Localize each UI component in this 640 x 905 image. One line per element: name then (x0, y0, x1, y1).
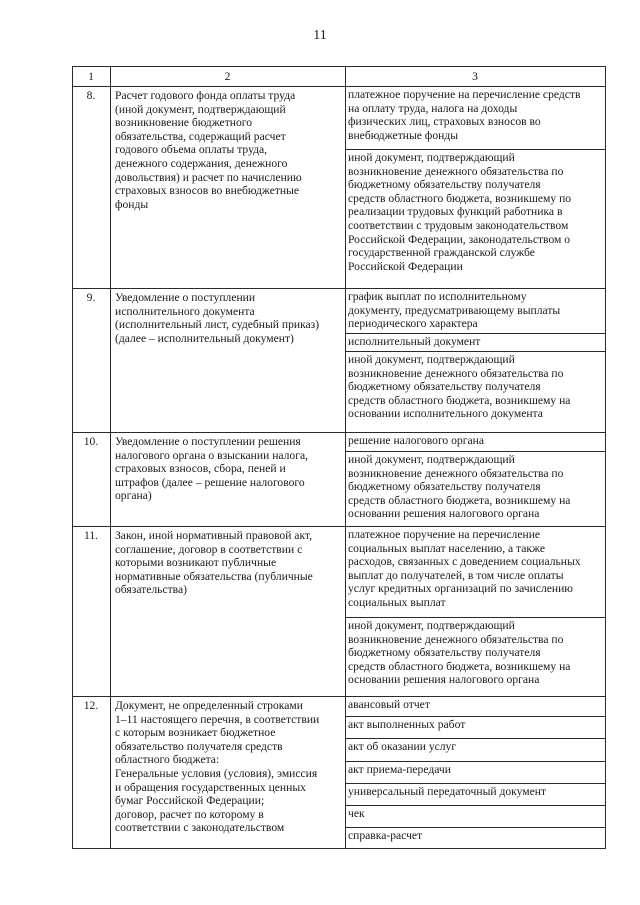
table-right-border (605, 66, 606, 849)
row-number: 12. (83, 699, 99, 712)
table-bottom-border (72, 848, 605, 849)
document-text-line: бюджетному обязательству получателя (348, 480, 541, 494)
document-text-line: физических лиц, страховых взносов во (348, 115, 541, 129)
document-text-line: бюджетному обязательству получателя (348, 178, 541, 192)
row-description-line: (далее – исполнительный документ) (115, 331, 294, 345)
document-text-line: исполнительный документ (348, 335, 481, 348)
document-text-line: бюджетному обязательству получателя (348, 646, 541, 660)
document-text-line: возникновение денежного обязательства по (348, 164, 564, 178)
row-divider (72, 526, 605, 527)
document-text-line: платежное поручение на перечисление средств (348, 88, 581, 101)
document-text-line: основании исполнительного документа (348, 407, 543, 421)
page-number: 11 (313, 28, 327, 43)
document-text-line: государственной гражданской службе (348, 246, 535, 260)
row-description-line: налогового органа о взыскании налога, (115, 448, 309, 462)
column-divider-1 (110, 66, 111, 849)
row-description-line: которыми возникают публичные (115, 556, 277, 570)
row-description-line: и обращения государственных ценных (115, 780, 306, 794)
document-cell-divider (345, 761, 605, 762)
document-cell-divider (345, 827, 605, 828)
document-text-line: на оплату труда, налога на доходы (348, 101, 518, 115)
document-cell-divider (345, 351, 605, 352)
document-text-line: услуг кредитных организаций по зачислению (348, 582, 573, 596)
document-text-line: основании решения налогового органа (348, 507, 540, 521)
row-description-line: (исполнительный лист, судебный приказ) (115, 318, 320, 332)
document-text-line: акт выполненных работ (348, 718, 466, 731)
row-description-line: областного бюджета: (115, 753, 220, 767)
row-description-line: с которым возникает бюджетное (115, 726, 276, 740)
document-text-line: иной документ, подтверждающий (348, 619, 515, 632)
row-description-line: страховых взносов, сбора, пеней и (115, 462, 286, 476)
row-divider (72, 288, 605, 289)
document-text-line: основании решения налогового органа (348, 673, 540, 687)
row-description-line: соответствии с законодательством (115, 821, 285, 835)
row-description-line: возникновение бюджетного (115, 116, 253, 130)
document-text-line: иной документ, подтверждающий (348, 453, 515, 466)
document-text-line: Российской Федерации, законодательством о (348, 232, 571, 246)
row-description-line: Документ, не определенный строками (115, 699, 303, 712)
row-description-line: Закон, иной нормативный правовой акт, (115, 529, 313, 542)
document-cell-divider (345, 451, 605, 452)
document-cell-divider (345, 783, 605, 784)
document-text-line: график выплат по исполнительному (348, 290, 527, 303)
document-text-line: возникновение денежного обязательства по (348, 366, 564, 380)
row-description-line: обязательства) (115, 583, 187, 597)
row-divider (72, 86, 605, 87)
table-top-border (72, 66, 605, 67)
document-text-line: возникновение денежного обязательства по (348, 466, 564, 480)
document-cell-divider (345, 716, 605, 717)
document-text-line: иной документ, подтверждающий (348, 353, 515, 366)
document-text-line: реализации трудовых функций работника в (348, 205, 563, 219)
document-text-line: решение налогового органа (348, 434, 484, 447)
row-description-line: (иной документ, подтверждающий (115, 102, 286, 116)
row-number: 9. (86, 291, 96, 304)
document-text-line: внебюджетные фонды (348, 128, 459, 142)
row-description-line: Генеральные условия (условия), эмиссия (115, 767, 318, 780)
document-text-line: средств областного бюджета, возникшему на (348, 493, 571, 507)
document-text-line: соответствии с трудовым законодательством (348, 219, 569, 232)
document-text-line: платежное поручение на перечисление (348, 528, 541, 541)
table-left-border (72, 66, 73, 849)
document-text-line: чек (348, 807, 365, 820)
document-text-line: расходов, связанных с доведением социальных (348, 555, 581, 569)
row-description-line: обязательство получателя средств (115, 739, 283, 753)
document-cell-divider (345, 617, 605, 618)
document-text-line: средств областного бюджета, возникшему по (348, 191, 572, 205)
row-description-line: денежного содержания, денежного (115, 157, 288, 170)
row-description-line: договор, расчет по которому в (115, 807, 264, 821)
document-cell-divider (345, 333, 605, 334)
document-cell-divider (345, 738, 605, 739)
document-text-line: иной документ, подтверждающий (348, 151, 515, 164)
column-header-3: 3 (472, 70, 478, 83)
document-text-line: выплат до получателей, в том числе оплаты (348, 568, 564, 582)
document-text-line: периодического характера (348, 317, 478, 331)
row-description-line: обязательства, содержащий расчет (115, 129, 286, 143)
column-header-1: 1 (88, 70, 94, 83)
document-text-line: акт приема-передачи (348, 763, 451, 776)
document-cell-divider (345, 149, 605, 150)
row-description-line: органа) (115, 489, 152, 503)
document-text-line: справка-расчет (348, 829, 423, 842)
document-text-line: социальных выплат населению, а также (348, 541, 546, 555)
document-text-line: Российской Федерации (348, 259, 463, 273)
row-number: 8. (86, 89, 96, 102)
document-text-line: возникновение денежного обязательства по (348, 632, 564, 646)
row-description-line: страховых взносов во внебюджетные (115, 184, 300, 198)
row-description-line: фонды (115, 197, 149, 211)
document-text-line: универсальный передаточный документ (348, 785, 547, 798)
document-text-line: акт об оказании услуг (348, 740, 457, 753)
document-text-line: документу, предусматривающему выплаты (348, 303, 561, 317)
row-number: 11. (83, 529, 99, 542)
document-text-line: средств областного бюджета, возникшему на (348, 659, 571, 673)
row-description-line: Расчет годового фонда оплаты труда (115, 89, 296, 102)
row-number: 10. (83, 435, 99, 448)
document-text-line: бюджетному обязательству получателя (348, 380, 541, 394)
row-description-line: бумаг Российской Федерации; (115, 794, 265, 808)
document-text-line: авансовый отчет (348, 698, 430, 711)
column-divider-2 (345, 66, 346, 849)
row-divider (72, 696, 605, 697)
row-divider (72, 432, 605, 433)
row-description-line: 1–11 настоящего перечня, в соответствии (115, 712, 320, 726)
row-description-line: соглашение, договор в соответствии с (115, 542, 303, 556)
document-text-line: социальных выплат (348, 596, 446, 609)
document-text-line: средств областного бюджета, возникшему на (348, 393, 571, 407)
row-description-line: нормативные обязательства (публичные (115, 569, 313, 583)
row-description-line: годового объема оплаты труда, (115, 143, 268, 157)
row-description-line: исполнительного документа (115, 304, 255, 318)
document-cell-divider (345, 805, 605, 806)
row-description-line: штрафов (далее – решение налогового (115, 475, 305, 489)
row-description-line: Уведомление о поступлении решения (115, 435, 301, 448)
row-description-line: довольствия) и расчет по начислению (115, 170, 302, 184)
column-header-2: 2 (224, 70, 231, 83)
row-description-line: Уведомление о поступлении (115, 291, 256, 304)
